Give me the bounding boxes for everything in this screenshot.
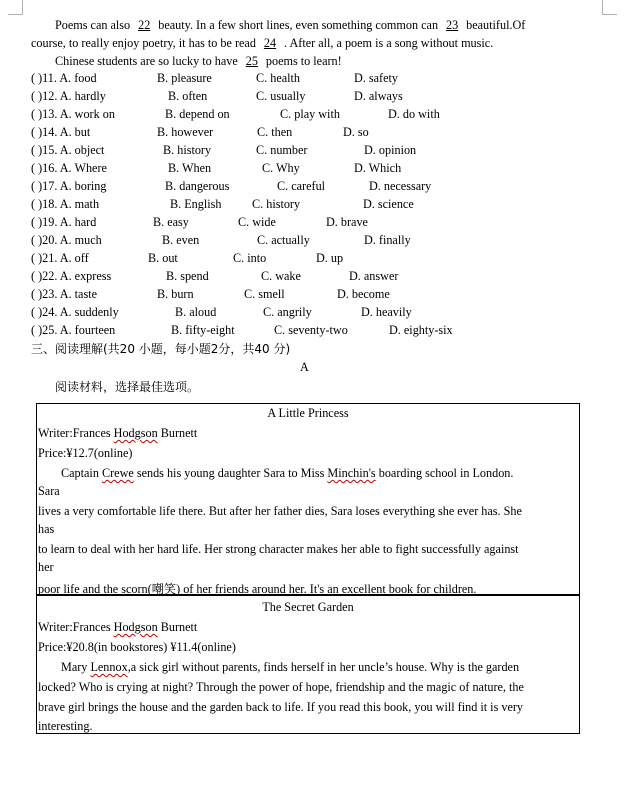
option-c: C. wake bbox=[261, 269, 301, 283]
option-c: C. health bbox=[256, 71, 301, 85]
book-title: The Secret Garden bbox=[262, 600, 354, 614]
option-b: B. however bbox=[157, 125, 214, 139]
proper-noun: Crewe bbox=[101, 466, 134, 480]
book-writer bbox=[38, 426, 197, 441]
option-d: D. become bbox=[337, 287, 390, 301]
option-b: B. fifty-eight bbox=[171, 323, 235, 337]
option-b: B. depend on bbox=[165, 107, 230, 121]
option-b: B. easy bbox=[153, 215, 189, 229]
question-number-option-a: ( )16. A. Where bbox=[31, 161, 107, 175]
option-c: C. smell bbox=[244, 287, 285, 301]
passage-text: beauty. In a few short lines, even something common can bbox=[158, 18, 439, 32]
desc-text: Captain bbox=[61, 466, 102, 480]
option-c: C. usually bbox=[256, 89, 306, 103]
option-b: B. English bbox=[170, 197, 222, 211]
question-number-option-a: ( )21. A. off bbox=[31, 251, 89, 265]
option-c: C. Why bbox=[262, 161, 300, 175]
question-number-option-a: ( )24. A. suddenly bbox=[31, 305, 119, 319]
passage-text: poems to learn! bbox=[265, 54, 342, 68]
question-number-option-a: ( )18. A. math bbox=[31, 197, 100, 211]
option-d: D. necessary bbox=[369, 179, 432, 193]
writer-text: Burnett bbox=[157, 620, 198, 634]
option-c: C. actually bbox=[257, 233, 310, 247]
book-price: Price:¥20.8(in bookstores) ¥11.4(online) bbox=[38, 640, 236, 654]
part-label: A bbox=[300, 360, 309, 374]
option-b: B. burn bbox=[157, 287, 194, 301]
option-d: D. do with bbox=[388, 107, 440, 121]
blank-25: 25 bbox=[245, 54, 258, 68]
corner-mark-right bbox=[602, 0, 617, 15]
option-c: C. then bbox=[257, 125, 293, 139]
book-description-line: her bbox=[38, 560, 54, 574]
option-d: D. safety bbox=[354, 71, 398, 85]
question-number-option-a: ( )25. A. fourteen bbox=[31, 323, 116, 337]
question-number-option-a: ( )19. A. hard bbox=[31, 215, 97, 229]
section-heading: 三、阅读理解(共20 小题，每小题2分，共40 分) bbox=[31, 342, 291, 356]
writer-name-part: Hodgson bbox=[113, 620, 158, 634]
option-d: D. eighty-six bbox=[389, 323, 453, 337]
writer-text: Writer:Frances bbox=[38, 620, 114, 634]
book-title: A Little Princess bbox=[267, 406, 349, 420]
proper-noun: Lennox bbox=[90, 660, 128, 674]
option-d: D. heavily bbox=[361, 305, 412, 319]
book-description-line: brave girl brings the house and the garden back to life. If you read this book, you will find it is very bbox=[38, 700, 524, 714]
option-b: B. often bbox=[168, 89, 208, 103]
option-d: D. up bbox=[316, 251, 344, 265]
book-description-line: interesting. bbox=[38, 719, 93, 733]
blank-22: 22 bbox=[138, 18, 151, 32]
option-b: B. history bbox=[163, 143, 212, 157]
option-c: C. seventy-two bbox=[274, 323, 348, 337]
writer-text: Writer:Frances bbox=[38, 426, 114, 440]
option-d: D. Which bbox=[354, 161, 402, 175]
book-card-secret-garden bbox=[36, 594, 580, 734]
option-d: D. always bbox=[354, 89, 403, 103]
option-c: C. history bbox=[252, 197, 301, 211]
question-number-option-a: ( )23. A. taste bbox=[31, 287, 98, 301]
option-d: D. opinion bbox=[364, 143, 417, 157]
writer-text: Burnett bbox=[157, 426, 198, 440]
option-b: B. spend bbox=[166, 269, 209, 283]
option-d: D. so bbox=[343, 125, 369, 139]
question-number-option-a: ( )15. A. object bbox=[31, 143, 105, 157]
desc-text: boarding school in London. bbox=[375, 466, 514, 480]
passage-line-2 bbox=[31, 36, 493, 51]
passage-text: beautiful.Of bbox=[466, 18, 526, 32]
blank-23: 23 bbox=[446, 18, 459, 32]
passage-text: course, to really enjoy poetry, it has to be read bbox=[31, 36, 256, 50]
writer-name-part: Hodgson bbox=[113, 426, 158, 440]
book-card-little-princess bbox=[36, 403, 580, 596]
option-c: C. into bbox=[233, 251, 267, 265]
option-c: C. careful bbox=[277, 179, 326, 193]
blank-24: 24 bbox=[263, 36, 277, 50]
option-b: B. even bbox=[162, 233, 200, 247]
option-c: C. angrily bbox=[263, 305, 312, 319]
option-c: C. number bbox=[256, 143, 308, 157]
passage-text: Poems can also bbox=[55, 18, 131, 32]
option-d: D. science bbox=[363, 197, 414, 211]
book-description-line: has bbox=[38, 522, 55, 536]
option-b: B. pleasure bbox=[157, 71, 212, 85]
option-c: C. wide bbox=[238, 215, 276, 229]
instruction: 阅读材料，选择最佳选项。 bbox=[55, 380, 200, 394]
passage-line-1 bbox=[55, 18, 525, 33]
book-description-line: Sara bbox=[38, 484, 60, 498]
option-b: B. out bbox=[148, 251, 178, 265]
option-b: B. When bbox=[168, 161, 212, 175]
book-writer bbox=[38, 620, 197, 635]
book-description-line: locked? Who is crying at night? Through the power of hope, friendship and the magic of nature, the bbox=[38, 680, 524, 694]
desc-text: ,a sick girl without parents, finds herself in her uncle’s house. Why is the garden bbox=[127, 660, 520, 674]
question-number-option-a: ( )20. A. much bbox=[31, 233, 102, 247]
question-number-option-a: ( )14. A. but bbox=[31, 125, 91, 139]
question-number-option-a: ( )12. A. hardly bbox=[31, 89, 106, 103]
question-number-option-a: ( )22. A. express bbox=[31, 269, 112, 283]
book-description-line bbox=[61, 660, 519, 675]
option-d: D. answer bbox=[349, 269, 399, 283]
corner-mark-left bbox=[8, 0, 23, 15]
desc-text: Mary bbox=[61, 660, 91, 674]
desc-text: sends his young daughter Sara to Miss bbox=[133, 466, 328, 480]
passage-text: . After all, a poem is a song without music. bbox=[284, 36, 494, 50]
book-description-line bbox=[61, 466, 513, 481]
question-number-option-a: ( )13. A. work on bbox=[31, 107, 115, 121]
proper-noun: Minchin's bbox=[327, 466, 376, 480]
option-b: B. aloud bbox=[175, 305, 217, 319]
option-d: D. brave bbox=[326, 215, 368, 229]
book-price: Price:¥12.7(online) bbox=[38, 446, 133, 460]
passage-text: Chinese students are so lucky to have bbox=[55, 54, 238, 68]
question-number-option-a: ( )17. A. boring bbox=[31, 179, 107, 193]
book-description-line: lives a very comfortable life there. But after her father dies, Sara loses everything she ever has. She bbox=[38, 504, 522, 518]
passage-line-3 bbox=[55, 54, 342, 69]
question-number-option-a: ( )11. A. food bbox=[31, 71, 97, 85]
option-d: D. finally bbox=[364, 233, 411, 247]
option-b: B. dangerous bbox=[165, 179, 230, 193]
book-description-line: to learn to deal with her hard life. Her strong character makes her able to fight successfully against bbox=[38, 542, 519, 556]
option-c: C. play with bbox=[280, 107, 340, 121]
book-description-line: poor life and the scorn(嘲笑) of her friends around her. It's an excellent book for children. bbox=[38, 582, 477, 596]
